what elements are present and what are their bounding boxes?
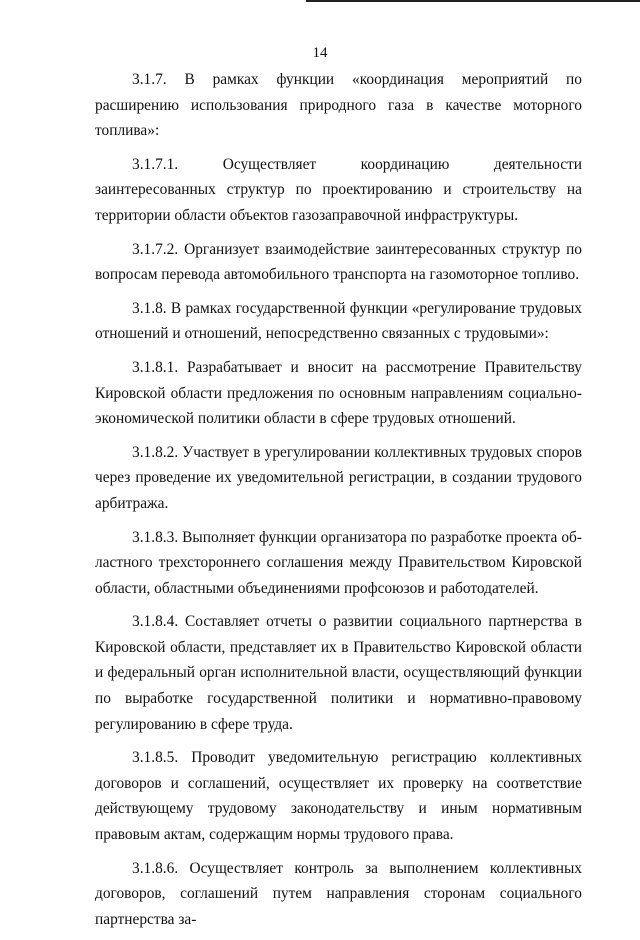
document-body <box>95 67 582 940</box>
paragraph-3-1-8-5: 3.1.8.5. Проводит уведомительную регистрацию коллективных договоров и соглашений, осуществляет их проверку на соответствие действующему трудовому законодательству и иным нормативным правовым актам, содержащим нормы трудового права. <box>95 749 582 844</box>
paragraph-3-1-7-2: 3.1.7.2. Организует взаимодействие заинтересованных структур по вопросам перевода автомобильного транспорта на газомоторное топливо. <box>95 240 582 284</box>
paragraph-3-1-8: 3.1.8. В рамках государственной функции «регулирование трудовых отношений и отношений, непосредственно связанных с трудовыми»: <box>95 299 582 343</box>
page-number: 14 <box>312 45 328 61</box>
paragraph-3-1-8-2: 3.1.8.2. Участвует в урегулировании коллективных трудовых споров через проведение их уведомительной регистрации, в создании трудового арбитража. <box>95 443 582 512</box>
top-rule <box>306 0 640 2</box>
paragraph-3-1-7: 3.1.7. В рамках функции «координация мероприятий по расширению использования природного газа в качестве моторного топлива»: <box>95 71 582 140</box>
paragraph-3-1-8-1: 3.1.8.1. Разрабатывает и вносит на рассмотрение Правительству Кировской области предложения по основным направлениям социально-экономической политики области в сфере трудовых отношений. <box>95 358 582 428</box>
paragraph-3-1-8-6: 3.1.8.6. Осуществляет контроль за выполнением коллективных договоров, соглашений путем направления сторонам социального партнерства за- <box>95 859 582 928</box>
paragraph-3-1-8-4: 3.1.8.4. Составляет отчеты о развитии социального партнерства в Кировской области, представляет их в Правительство Кировской области и федеральный орган исполнительной власти, осуществляющий функции по выработке государственной политики и нормативно-правовому регулированию в сфере труда. <box>95 613 582 733</box>
paragraph-3-1-7-1: 3.1.7.1. Осуществляет координацию деятельности заинтересованных структур по проектированию и строительству на территории области объектов газозаправочной инфраструктуры. <box>95 155 582 224</box>
paragraph-3-1-8-3: 3.1.8.3. Выполняет функции организатора по разработке проекта областного трехстороннего соглашения между Правительством Кировской области, областными объединениями профсоюзов и работодателей. <box>95 528 582 597</box>
